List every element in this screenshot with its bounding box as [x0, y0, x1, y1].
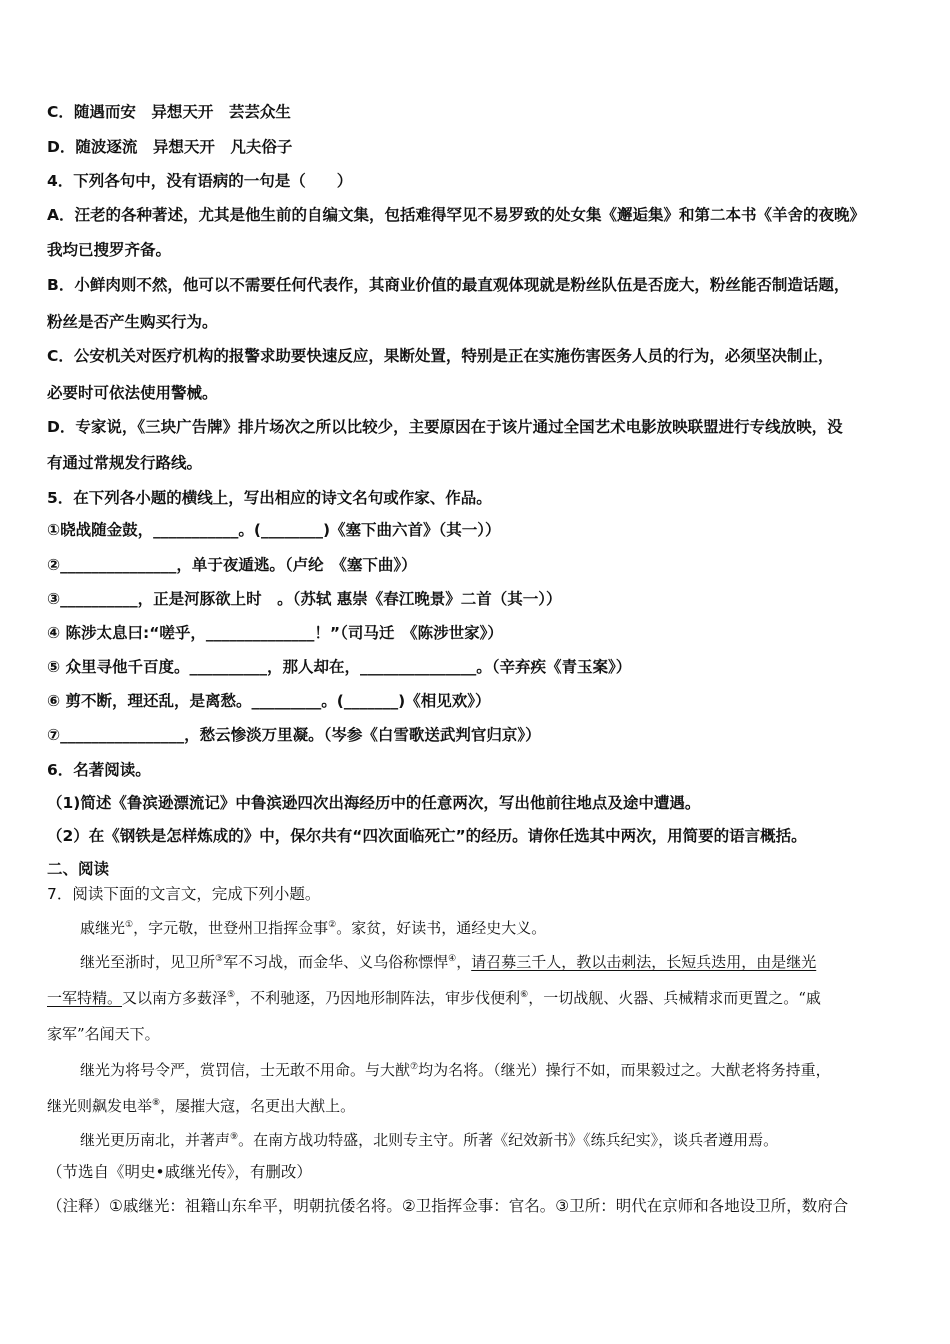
q4-option-a-line2: 我均已搜罗齐备。 [47, 241, 172, 259]
q7-stem: 7．阅读下面的文言文，完成下列小题。 [47, 885, 321, 903]
underlined-sentence-part2: 一军特精。 [47, 989, 123, 1007]
note-ref-9: ⑨ [230, 1132, 239, 1142]
q4-stem: 4．下列各句中，没有语病的一句是（ ） [47, 172, 353, 190]
note-ref-2: ② [328, 920, 337, 930]
q5-item-6: ⑥ 剪不断，理还乱，是离愁。_________。(_______)《相见欢》） [47, 692, 491, 710]
passage-notes: （注释）①戚继光：祖籍山东牟平，明朝抗倭名将。②卫指挥佥事：官名。③卫所：明代在京师和各地设卫所，数府合 [47, 1197, 849, 1215]
note-ref-6: ⑥ [520, 990, 529, 1000]
underlined-sentence-part1: 请召募三千人，教以击刺法，长短兵迭用，由是继光 [471, 953, 817, 971]
passage-paragraph-2-line1: 继光至浙时，见卫所③军不习战，而金华、义乌俗称慓悍④，请召募三千人，教以击刺法，长短兵迭用，由是继光 [80, 953, 817, 971]
q4-option-d-line1: D．专家说，《三块广告牌》排片场次之所以比较少，主要原因在于该片通过全国艺术电影放映联盟进行专线放映，没 [47, 418, 843, 436]
note-ref-7: ⑦ [410, 1062, 419, 1072]
q6-stem: 6．名著阅读。 [47, 761, 151, 779]
passage-paragraph-1: 戚继光①，字元敬，世登州卫指挥佥事②。家贫，好读书，通经史大义。 [80, 919, 547, 937]
q5-item-1: ①晓战随金鼓，___________。(________)《塞下曲六首》（其一）） [47, 521, 501, 539]
passage-paragraph-3-line1: 继光为将号令严，赏罚信，士无敢不用命。与大猷⑦均为名将。（继光）操行不如，而果毅过之。大猷老将务持重， [80, 1061, 831, 1079]
q4-option-b-line2: 粉丝是否产生购买行为。 [47, 313, 218, 331]
note-ref-1: ① [125, 920, 134, 930]
q4-option-c-line2: 必要时可依法使用警械。 [47, 384, 218, 402]
q3-option-d: D．随波逐流 异想天开 凡夫俗子 [47, 138, 293, 156]
passage-paragraph-2-line2: 一军特精。又以南方多薮泽⑤，不利驰逐，乃因地形制阵法，审步伐便利⑥，一切战舰、火器、兵械精求而更置之。“戚 [47, 989, 821, 1007]
q4-option-b-line1: B．小鲜肉则不然，他可以不需要任何代表作，其商业价值的最直观体现就是粉丝队伍是否庞大，粉丝能否制造话题， [47, 276, 850, 294]
section-heading-reading: 二、阅读 [47, 860, 110, 878]
q4-option-c-line1: C．公安机关对医疗机构的报警求助要快速反应，果断处置，特别是正在实施伤害医务人员的行为，必须坚决制止， [47, 347, 834, 365]
q5-item-4: ④ 陈涉太息曰:“嗟乎，______________！”（司马迁 《陈涉世家》） [47, 624, 503, 642]
q5-item-5: ⑤ 众里寻他千百度。__________，那人却在，_______________。（辛弃疾《青玉案》） [47, 658, 632, 676]
q5-item-3: ③__________，正是河豚欲上时 。（苏轼 惠崇《春江晚景》二首（其一）） [47, 590, 562, 608]
q6-part-2: （2）在《钢铁是怎样炼成的》中，保尔共有“四次面临死亡”的经历。请你任选其中两次，用简要的语言概括。 [47, 827, 807, 845]
q3-option-c: C．随遇而安 异想天开 芸芸众生 [47, 103, 291, 121]
note-ref-3: ③ [215, 954, 224, 964]
q4-option-d-line2: 有通过常规发行路线。 [47, 454, 203, 472]
passage-paragraph-4: 继光更历南北，并著声⑨。在南方战功特盛，北则专主守。所著《纪效新书》《练兵纪实》，谈兵者遵用焉。 [80, 1131, 779, 1149]
passage-paragraph-2-line3: 家军”名闻天下。 [47, 1025, 160, 1043]
q6-part-1: （1)简述《鲁滨逊漂流记》中鲁滨逊四次出海经历中的任意两次，写出他前往地点及途中遭遇。 [47, 794, 701, 812]
note-ref-4: ④ [448, 954, 457, 964]
passage-paragraph-3-line2: 继光则飙发电举⑧，屡摧大寇，名更出大猷上。 [47, 1097, 356, 1115]
passage-source: （节选自《明史•戚继光传》，有删改） [47, 1163, 312, 1181]
note-ref-8: ⑧ [152, 1098, 161, 1108]
note-ref-5: ⑤ [227, 990, 236, 1000]
q4-option-a-line1: A．汪老的各种著述，尤其是他生前的自编文集，包括难得罕见不易罗致的处女集《邂逅集》和第二本书《羊舍的夜晚》 [47, 206, 865, 224]
q5-item-2: ②_______________，单于夜遁逃。（卢纶 《塞下曲》） [47, 556, 417, 574]
q5-stem: 5．在下列各小题的横线上，写出相应的诗文名句或作家、作品。 [47, 489, 492, 507]
q5-item-7: ⑦________________，愁云惨淡万里凝。（岑参《白雪歌送武判官归京》） [47, 726, 541, 744]
